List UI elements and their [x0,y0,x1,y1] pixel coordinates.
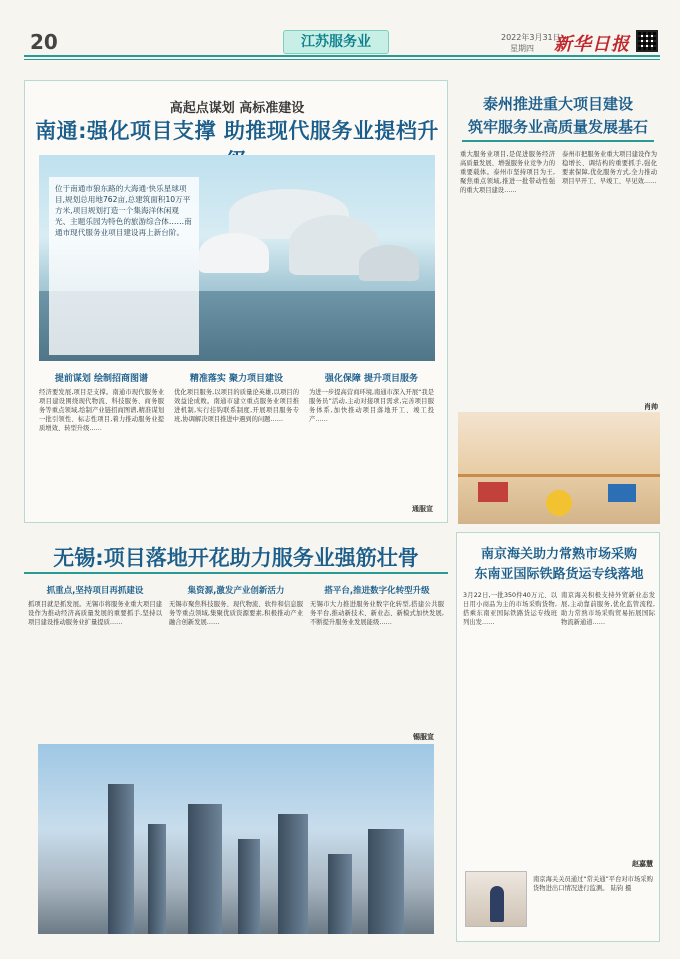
subheading: 搭平台,推进数字化转型升级 [324,586,430,596]
column-text: 3月22日,一批350件40万元、以日用小商品为主的市场采购货物,搭乘东南亚国际铁路货运专线班列出发…… [463,592,557,626]
title-divider [462,140,654,142]
article-title: 南京海关助力常熟市场采购 [480,547,637,562]
article-column [309,371,434,517]
page-number: 20 [30,30,58,54]
customs-officer-photo [465,871,527,927]
section-tag: 江苏服务业 [283,30,389,54]
column-text: 经济要发展,项目是支撑。南通市现代服务业项目建设围绕现代物流、科技服务、商务服务等重点领域,绘制产业链招商图谱,精准谋划一批引领性、标志性项目,着力推动服务业提质增效、转型升级…… [39,389,164,432]
article-title: 泰州推进重大项目建设 [482,95,633,113]
issue-date: 2022年3月31日 [501,33,561,42]
column-text: 南京海关积极支持外贸新业态发展,主动靠前服务,优化监管流程,助力常熟市场采购贸易拓展国际物流新通道…… [561,592,655,626]
article-taizhou [456,80,660,530]
header-divider-thin [24,59,660,60]
qr-code-icon [636,30,658,52]
column-text: 优化项目服务,以项目的质量论英雄,以项目的效益论成败。南通市建立重点服务业项目推进机制,实行挂钩联系制度,开展项目服务专班,协调解决项目推进中遇到的问题…… [174,389,299,423]
newspaper-logo: 新华日报 [554,34,630,55]
article-title: 无锡:项目落地开花助力服务业强筋壮骨 [53,546,419,570]
article-subtitle: 筑牢服务业高质量发展基石 [467,118,648,136]
column-text: 为进一步提高营商环境,南通市深入开展“我是服务员”活动,主动对接项目需求,完善项目服务体系,加快推动项目落地开工、竣工投产…… [309,389,434,423]
shopping-mall-photo [458,412,660,524]
article-wuxi [24,532,448,942]
byline: 肖帅 [644,403,658,411]
article-title: 南通:强化项目支撑 助推现代服务业提档升 [35,119,439,143]
subheading: 抓重点,坚持项目再抓建设 [46,586,144,596]
article-kicker: 高起点谋划 高标准建设 [169,101,305,116]
article-lead: 位于南通市狼东路的大海通·快乐星球项目,规划总用地762亩,总建筑面积10万平方米,项目规划打造一个集海洋休闲观光、主题乐园为特色的旅游综合体……南通市现代服务业项目建设再上新台阶。 [49,177,199,355]
article-nantong [24,80,448,523]
byline: 通服宣 [412,505,433,513]
article-column [174,371,299,517]
photo-caption: 南京海关关员通过“常关通”平台对市场采购货物进出口情况进行监测。 陆钧 摄 [533,876,653,892]
article-nanjing-customs [456,532,660,942]
article-subtitle: 东南亚国际铁路货运专线落地 [474,567,644,582]
header-divider [24,55,660,57]
column-text: 抓项目就是抓发展。无锡市将服务业重大项目建设作为推动经济高质量发展的重要抓手,坚持以项目建设推动服务业扩量提质…… [28,601,162,626]
column-text: 无锡市聚焦科技服务、现代物流、软件和信息服务等重点领域,集聚优质资源要素,积极推动产业融合创新发展…… [169,601,303,626]
subheading: 提前谋划 绘制招商图谱 [54,374,149,384]
city-skyline-photo [38,744,434,934]
byline: 锡服宣 [413,733,434,741]
subheading: 强化保障 提升项目服务 [324,374,419,384]
subheading: 精准落实 聚力项目建设 [189,374,284,384]
byline: 赵嘉慧 [632,860,653,868]
subheading: 集资源,激发产业创新活力 [187,586,285,596]
title-divider [24,572,448,574]
article-columns [39,371,435,517]
page-header [0,0,680,62]
column-text: 泰州市把服务业重大项目建设作为稳增长、调结构的重要抓手,强化要素保障,优化服务方式,全力推动项目早开工、早竣工、早见效…… [562,151,657,185]
issue-weekday: 星期四 [510,44,534,53]
column-text: 无锡市大力推进服务业数字化转型,搭建公共服务平台,推动新技术、新业态、新模式加快发展,不断提升服务业发展能级…… [310,601,444,626]
article-column [39,371,164,517]
column-text: 重大服务业项目,是促进服务经济高质量发展、增强服务业竞争力的重要载体。泰州市坚持项目为王,聚焦重点领域,推进一批带动性强的重大项目建设…… [460,151,555,194]
